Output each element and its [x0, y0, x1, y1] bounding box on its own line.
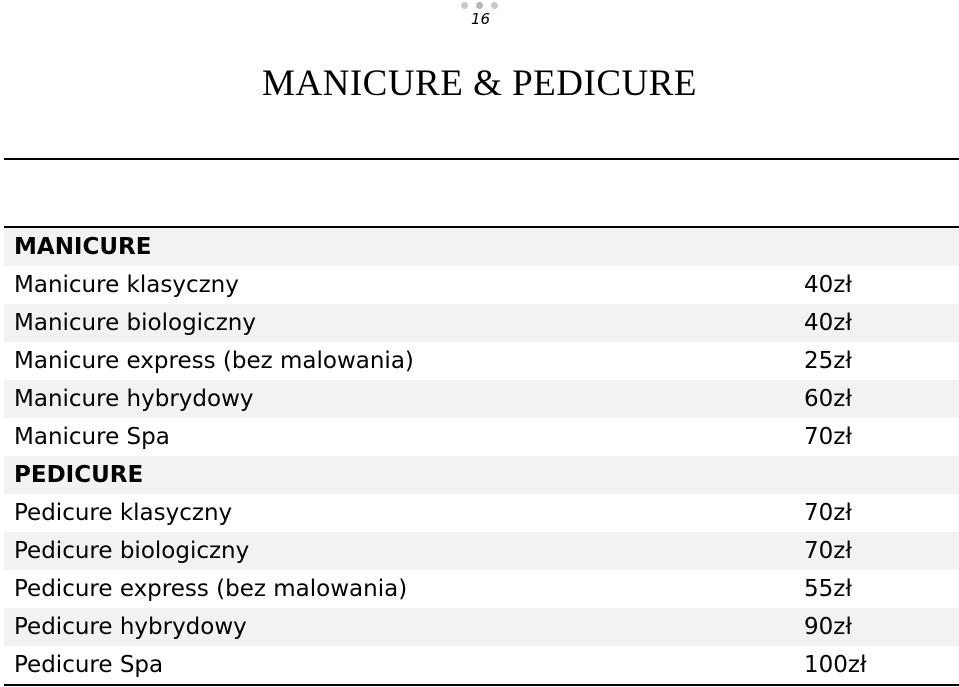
service-name: Pedicure hybrydowy	[14, 614, 247, 640]
service-price: 25zł	[804, 348, 852, 374]
price-list-table	[4, 226, 959, 686]
service-price: 100zł	[804, 652, 867, 678]
service-price: 40zł	[804, 310, 852, 336]
table-row	[4, 342, 959, 380]
dot-icon	[491, 2, 498, 9]
table-row	[4, 266, 959, 304]
service-name: Pedicure express (bez malowania)	[14, 576, 408, 602]
service-name: Pedicure Spa	[14, 652, 164, 678]
dot-icon	[461, 2, 468, 9]
table-row	[4, 532, 959, 570]
service-price: 70zł	[804, 538, 852, 564]
page-number: 16	[471, 10, 491, 28]
table-row	[4, 494, 959, 532]
service-name: Manicure Spa	[14, 424, 170, 450]
section-heading: MANICURE	[14, 234, 152, 260]
service-price: 55zł	[804, 576, 852, 602]
table-row	[4, 418, 959, 456]
service-name: Pedicure biologiczny	[14, 538, 250, 564]
service-price: 70zł	[804, 500, 852, 526]
service-price: 40zł	[804, 272, 852, 298]
service-name: Manicure biologiczny	[14, 310, 256, 336]
service-name: Pedicure klasyczny	[14, 500, 233, 526]
service-price: 70zł	[804, 424, 852, 450]
section-header-manicure	[4, 228, 959, 266]
section-heading: PEDICURE	[14, 462, 144, 488]
page-dots-decoration	[461, 2, 498, 9]
page-title-text: MANICURE & PEDICURE	[261, 63, 698, 104]
page-title	[0, 62, 959, 105]
service-price: 90zł	[804, 614, 852, 640]
table-row	[4, 570, 959, 608]
service-name: Manicure express (bez malowania)	[14, 348, 414, 374]
title-divider	[4, 158, 959, 160]
table-row	[4, 646, 959, 684]
dot-icon	[476, 2, 483, 9]
service-price: 60zł	[804, 386, 852, 412]
service-name: Manicure klasyczny	[14, 272, 239, 298]
section-header-pedicure	[4, 456, 959, 494]
table-row	[4, 608, 959, 646]
table-row	[4, 304, 959, 342]
table-row	[4, 380, 959, 418]
service-name: Manicure hybrydowy	[14, 386, 254, 412]
